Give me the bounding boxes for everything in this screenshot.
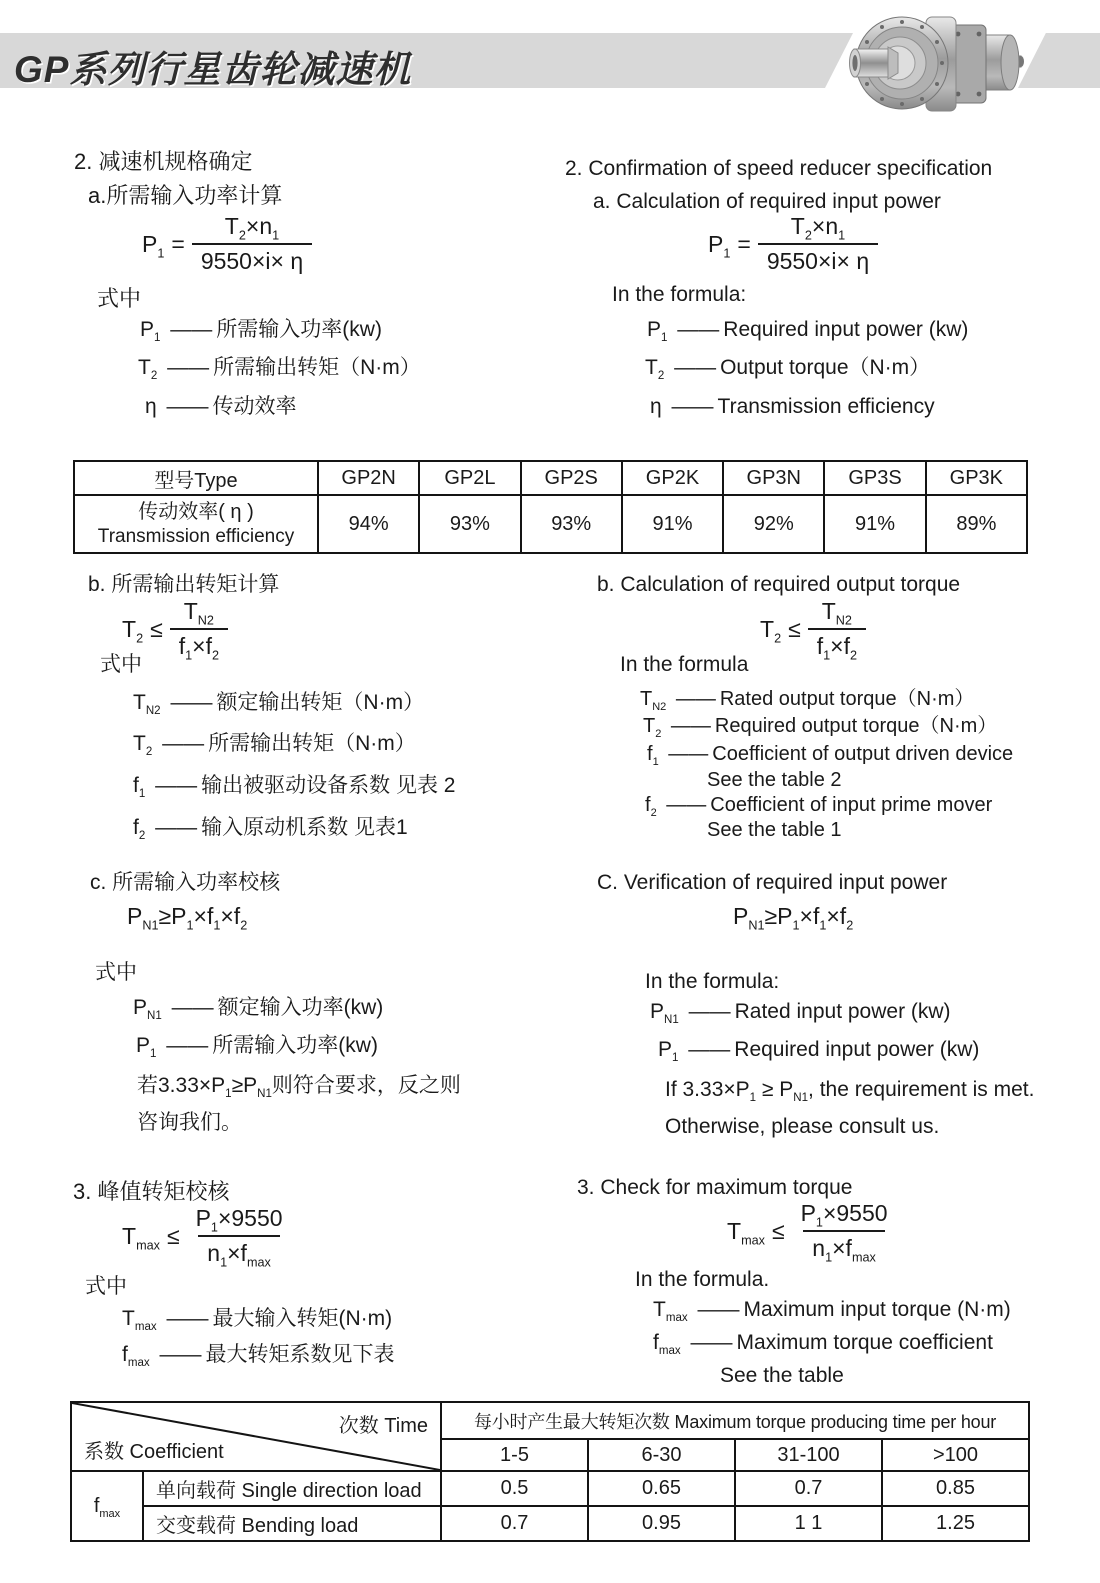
type-header-cell: 型号Type	[74, 461, 318, 495]
formula-lhs: $T_2$	[122, 615, 144, 646]
en-formula-verify-power: $P_{N1}$ ≥ $P_1\times f_1\times f_2$	[733, 903, 854, 933]
en-def-f2: $f_2$ —— Coefficient of input prime mover	[645, 794, 993, 819]
corner-label-time: 次数 Time	[338, 1415, 428, 1437]
efficiency-table	[73, 460, 1028, 554]
formula-lhs: $T_2$	[760, 615, 782, 646]
en-def-eta: η —— Transmission efficiency	[650, 395, 935, 418]
table-row: 型号Type GP2N GP2L GP2S GP2K GP3N GP3S GP3K	[74, 461, 1027, 495]
en-def-fmax: $f_{max}$ —— Maximum torque coefficient	[653, 1331, 993, 1358]
cn-section2a-title: a.所需输入功率计算	[88, 183, 283, 208]
cn-requirement-note: 若$3.33\times P_1\ge P_{N1}$则符合要求，反之则	[137, 1074, 461, 1101]
table-row: 传动效率( η ) Transmission efficiency 94% 93% 93% 91% 92% 91% 89%	[74, 495, 1027, 553]
cn-def-t2: $T_2$ —— 所需输出转矩（N·m）	[138, 356, 421, 383]
cn-def-f2: $f_2$ —— 输入原动机系数 见表1	[133, 816, 408, 843]
fraction: $\frac{T_2\times n_1}{9550\times i\times \eta}$	[758, 215, 878, 273]
cn-def-f1: $f_1$ —— 输出被驱动设备系数 见表 2	[133, 774, 456, 801]
fraction: $\frac{P_1\times 9550}{n_1\times f_{max}}$	[800, 1200, 888, 1265]
cn-formula-intro-c: 式中	[95, 961, 137, 984]
fmax-table	[70, 1401, 1030, 1542]
fraction: $\frac{T_2\times n_1}{9550\times i\times \eta}$	[192, 215, 312, 273]
formula-lhs: $T_{max}$	[122, 1222, 160, 1253]
cn-formula-intro-3: 式中	[85, 1275, 127, 1298]
formula-lhs: $P_1$	[142, 230, 165, 261]
cn-def-t2b: $T_2$ —— 所需输出转矩（N·m）	[133, 732, 416, 759]
cn-formula-input-power: $P_1$ = $\frac{T_2\times n_1}{9550\times i\times \eta}$	[142, 215, 312, 273]
cn-consult-note: 咨询我们。	[137, 1111, 242, 1134]
cn-formula-max-torque: $T_{max}$ ≤ $\frac{P_1\times 9550}{n_1\times f_{max}}$	[122, 1207, 292, 1265]
header-right-band	[1018, 33, 1100, 88]
fraction: $\frac{T_{N2}}{f_1\times f_2}$	[808, 600, 866, 658]
cn-section2c-title: c. 所需输入功率校核	[90, 871, 281, 894]
corner-label-coefficient: 系数 Coefficient	[84, 1441, 224, 1463]
page-title: GP系列行星齿轮减速机	[14, 49, 412, 90]
cn-def-tmax: $T_{max}$ —— 最大输入转矩(N·m)	[122, 1307, 393, 1334]
en-formula-intro-3: In the formula.	[635, 1268, 770, 1291]
en-def-p1: $P_1$ —— Required input power (kw)	[647, 318, 969, 345]
cn-def-eta: η —— 传动效率	[145, 395, 297, 418]
fmax-group-cell: $f_{max}$	[71, 1471, 143, 1541]
en-formula-intro-b: In the formula	[620, 653, 749, 676]
en-section2-title: 2. Confirmation of speed reducer specification	[565, 157, 993, 180]
cn-formula-output-torque: $T_2$ ≤ $\frac{T_{N2}}{f_1\times f_2}$	[122, 600, 228, 658]
table-row	[71, 1402, 1029, 1439]
en-def-pn1: $P_{N1}$ —— Rated input power (kw)	[650, 1000, 951, 1027]
cn-formula-intro-a: 式中	[97, 286, 142, 311]
torque-times-header: 每小时产生最大转矩次数 Maximum torque producing time per hour	[441, 1402, 1029, 1439]
cn-def-fmax: $f_{max}$ —— 最大转矩系数见下表	[122, 1343, 395, 1370]
en-formula-intro-a: In the formula:	[612, 283, 747, 306]
table-row: 交变载荷 Bending load 0.7 0.95 1 1 1.25	[71, 1506, 1029, 1541]
en-formula-output-torque: $T_2$ ≤ $\frac{T_{N2}}{f_1\times f_2}$	[760, 600, 866, 658]
en-see-table-1: See the table 1	[707, 819, 842, 841]
table-row: 1-5 6-30 31-100 >100	[71, 1439, 1029, 1471]
cn-section2b-title: b. 所需输出转矩计算	[88, 573, 280, 596]
en-see-table-2: See the table 2	[707, 769, 842, 791]
en-def-tn2: $T_{N2}$ —— Rated output torque（N·m）	[640, 688, 975, 713]
en-section2c-title: C. Verification of required input power	[597, 871, 948, 894]
en-see-table: See the table	[720, 1364, 844, 1387]
cn-formula-verify-power: $P_{N1}$ ≥ $P_1\times f_1\times f_2$	[127, 903, 248, 933]
formula-lhs: $T_{max}$	[727, 1217, 765, 1248]
en-def-t2: $T_2$ —— Output torque（N·m）	[645, 356, 931, 383]
fraction: $\frac{P_1\times 9550}{n_1\times f_{max}}$	[195, 1205, 283, 1270]
en-def-f1: $f_1$ —— Coefficient of output driven device	[647, 743, 1014, 768]
cn-def-tn2: $T_{N2}$ —— 额定输出转矩（N·m）	[133, 691, 425, 718]
formula-lhs: $P_1$	[708, 230, 731, 261]
cn-def-pn1: $P_{N1}$ —— 额定输入功率(kw)	[133, 996, 384, 1023]
cn-formula-intro-b: 式中	[100, 653, 142, 676]
en-formula-max-torque: $T_{max}$ ≤ $\frac{P_1\times 9550}{n_1\times f_{max}}$	[727, 1202, 897, 1260]
en-section3-title: 3. Check for maximum torque	[577, 1176, 853, 1199]
en-def-tmax: $T_{max}$ —— Maximum input torque (N·m)	[653, 1298, 1011, 1325]
en-def-p1c: $P_1$ —— Required input power (kw)	[658, 1038, 980, 1065]
cn-def-p1c: $P_1$ —— 所需输入功率(kw)	[136, 1034, 378, 1061]
diagonal-header-cell	[71, 1402, 441, 1471]
en-formula-input-power: $P_1$ = $\frac{T_2\times n_1}{9550\times i\times \eta}$	[708, 215, 878, 273]
gearbox-product-image	[840, 5, 1030, 125]
en-consult-note: Otherwise, please consult us.	[665, 1115, 940, 1138]
efficiency-label-cell: 传动效率( η ) Transmission efficiency	[74, 495, 318, 553]
en-formula-intro-c: In the formula:	[645, 970, 780, 993]
en-requirement-note: If $3.33\times P_1 \ge P_{N1}$, the requirement is met.	[665, 1078, 1035, 1105]
en-def-t2b: $T_2$ —— Required output torque（N·m）	[643, 715, 998, 740]
en-section2a-title: a. Calculation of required input power	[593, 190, 941, 213]
cn-section2-title: 2. 减速机规格确定	[74, 149, 253, 174]
fraction: $\frac{T_{N2}}{f_1\times f_2}$	[170, 600, 228, 658]
en-section2b-title: b. Calculation of required output torque	[597, 573, 961, 596]
table-row: $f_{max}$ 单向载荷 Single direction load 0.5 0.65 0.7 0.85	[71, 1471, 1029, 1506]
cn-def-p1: $P_1$ —— 所需输入功率(kw)	[140, 318, 382, 345]
cn-section3-title: 3. 峰值转矩校核	[73, 1179, 230, 1204]
